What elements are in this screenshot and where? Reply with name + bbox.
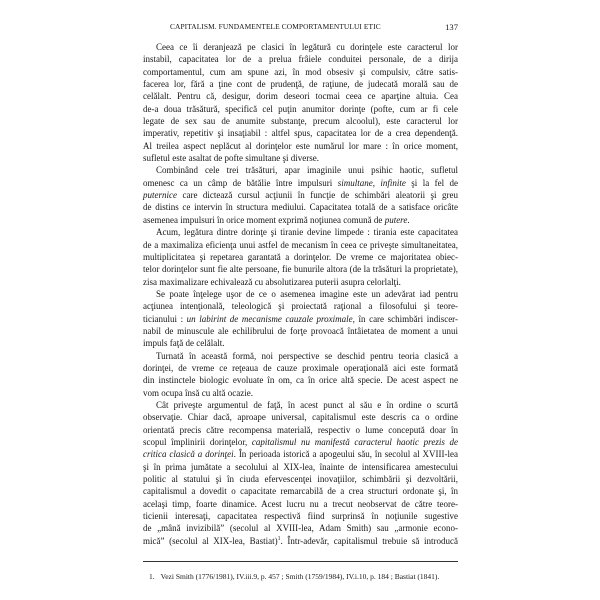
text-line-content (156, 350, 458, 362)
text-line (143, 103, 458, 115)
text-run: Cât priveşte argumentul de faţă, în acest punct al său e în ordine o scurtă (156, 399, 458, 410)
text-line (143, 189, 458, 201)
emphasized-text: puternice (143, 190, 177, 201)
text-line (143, 399, 458, 411)
text-line-content (143, 189, 458, 201)
paragraph (143, 41, 458, 164)
text-run: . În perioada istorică a apogeului său, în secolul al XVIII-lea (233, 449, 459, 460)
text-line (143, 522, 458, 534)
text-line (143, 177, 458, 189)
text-line-content (143, 535, 458, 547)
paragraph (143, 399, 458, 547)
footnote-reference: 1 (277, 536, 281, 543)
text-line-content (143, 140, 458, 152)
text-line (143, 251, 458, 263)
text-line-content (143, 448, 458, 460)
text-line (143, 78, 458, 90)
text-line (143, 387, 458, 399)
text-run: Ceea ce îi deranjează pe clasici în legătură cu dorinţele este caracterul lor (156, 42, 458, 52)
text-line-content (143, 53, 458, 65)
text-run: . Într-adevăr, capitalismul trebuie să introducă (280, 535, 458, 546)
text-run: Combinând cele trei trăsături, apar imaginile unui psihic haotic, sufletul (156, 165, 458, 176)
text-run: , în care schimbări indiscer- (352, 313, 459, 324)
text-line-content (143, 510, 458, 522)
footnote-number: 1. (149, 572, 155, 581)
text-line-content (143, 436, 458, 448)
text-line-content (143, 103, 458, 115)
emphasized-text: putere (384, 214, 408, 225)
text-run: care dictează cursul acţiunii în funcţie de schimbări aleatorii şi greu (177, 190, 458, 201)
text-run: . (407, 214, 410, 225)
text-run: impuls faţă de celălalt. (143, 338, 225, 349)
text-line-content (143, 214, 410, 226)
text-line-content (143, 498, 458, 510)
footnote (149, 571, 439, 582)
text-run: de-a doua trăsătură, specifică cel puţin anumitor dorinţe (pofte, cum ar fi cele (143, 103, 458, 114)
text-run: ticienii interesaţi, capacitatea respectivă fiind surprinsă în noţiunile sugestive (143, 511, 458, 522)
text-line (143, 90, 458, 102)
text-run: zisa maximalizare echivalează cu absolutizarea puterii asupra celorlalţi. (143, 276, 401, 287)
text-line (143, 115, 458, 127)
text-line (143, 535, 458, 547)
text-run: , (372, 177, 381, 188)
text-run: şi în prima jumătate a secolului al XIX-lea, înainte de intensificarea amestecului (143, 461, 458, 472)
text-line-content (143, 411, 458, 423)
emphasized-text: infinite (380, 177, 406, 188)
text-run: orientată precis către recompensa materială, respectiv o lume concepută doar în (143, 424, 458, 435)
text-line (143, 140, 458, 152)
body-text (143, 41, 458, 547)
text-line-content (143, 115, 458, 127)
text-line (143, 510, 458, 522)
text-run: Turnată în această formă, noi perspective se deschid pentru teoria clasică a (156, 350, 458, 361)
text-line-content (143, 374, 458, 386)
text-line-content (156, 164, 458, 176)
text-line-content (143, 152, 319, 164)
text-line-content (143, 362, 458, 374)
text-line-content (143, 424, 458, 436)
text-run: acţiunea intenţională, teleologică şi proiectată raţional a filosofului şi teore- (143, 301, 458, 312)
paragraph (143, 350, 458, 399)
text-line-content (143, 127, 458, 139)
page-number: 137 (445, 22, 458, 32)
text-line (143, 66, 458, 78)
text-run: acelaşi timp, foarte dinamice. Acest lucru nu a trecut neobservat de către teore- (143, 498, 458, 509)
text-line (143, 362, 458, 374)
text-run: ticianului : (143, 313, 187, 324)
text-line-content (143, 66, 458, 78)
emphasized-text: capitalismul nu manifestă caracterul haotic prezis de (251, 437, 458, 447)
text-line (143, 41, 458, 53)
text-line-content (143, 90, 458, 102)
paragraph (143, 226, 458, 288)
emphasized-text: un labirint de mecanisme cauzale proximale (186, 313, 353, 324)
text-line (143, 350, 458, 362)
text-run: omenesc ca un câmp de bătălie între impulsuri (143, 177, 338, 188)
text-run: de „mână invizibilă” (secolul al XVIII-lea, Adam Smith) sau „armonie econo- (143, 523, 458, 534)
text-line-content (143, 473, 458, 485)
text-line-content (156, 41, 458, 53)
text-line-content (143, 522, 458, 534)
text-line-content (143, 300, 458, 312)
text-line (143, 498, 458, 510)
text-line-content (143, 337, 224, 349)
text-line (143, 411, 458, 423)
text-line-content (143, 251, 458, 263)
text-line (143, 276, 458, 288)
text-run: de distins ce intervin în structura mediului. Capacitatea totală de a satisface oricâte (143, 202, 458, 213)
text-line (143, 288, 458, 300)
text-line (143, 473, 458, 485)
text-line-content (143, 177, 458, 189)
text-run: din instinctele biologic evoluate în om, ca în orice altă specie. De acest aspect ne (143, 375, 458, 386)
emphasized-text: critica clasică a dorinţei (143, 449, 234, 460)
text-line-content (143, 325, 458, 337)
text-run: comportamentul, cum am spune azi, în mod obsesiv şi compulsiv, către satis- (143, 66, 458, 77)
text-run: şi la fel de (405, 177, 458, 188)
paragraph (143, 164, 458, 226)
text-run: imperativ, repetitiv şi insaţiabil : altfel spus, capacitatea lor de a crea dependenţă. (143, 128, 458, 139)
text-line (143, 485, 458, 497)
text-line-content (143, 201, 458, 213)
text-line-content (156, 399, 458, 411)
text-line (143, 152, 458, 164)
text-run: observaţie. Chiar dacă, aproape universal, capitalismul este descris ca o ordine (143, 412, 458, 423)
text-run: politic al statului şi în ciuda efervescenţei inovaţiilor, schimbării şi dezvoltării, (143, 474, 458, 485)
text-line (143, 201, 458, 213)
text-run: instabil, capacitatea lor de a prelua frâiele conduitei personale, de a dirija (143, 54, 458, 65)
text-run: multiplicitatea şi repetarea garantată a dorinţelor. De vreme ce majoritatea obiec- (143, 251, 458, 262)
text-run: celălalt. Pentru că, desigur, dorim deseori tocmai ceea ce aparţine altuia. Cea (143, 91, 458, 102)
text-line (143, 164, 458, 176)
paragraph (143, 288, 458, 350)
text-line (143, 374, 458, 386)
text-line (143, 313, 458, 325)
text-line-content (143, 313, 458, 325)
emphasized-text: simultane (337, 177, 373, 188)
running-title: CAPITALISM. FUNDAMENTELE COMPORTAMENTULUI ETIC (170, 22, 381, 31)
text-line-content (143, 263, 458, 275)
text-line (143, 239, 458, 251)
text-line (143, 127, 458, 139)
text-run: vom ocupa însă cu altă ocazie. (143, 387, 253, 398)
text-line (143, 263, 458, 275)
text-run: Se poate înţelege uşor de ce o asemenea imagine este un adevărat iad pentru (156, 288, 458, 299)
text-line-content (143, 461, 458, 473)
text-line-content (143, 485, 458, 497)
running-header (143, 21, 458, 33)
text-run: telor dorinţelor sunt fie alte persoane, fie bunurile altora (de la trăsături la proprietate), (143, 264, 458, 275)
text-line (143, 424, 458, 436)
text-line-content (143, 387, 253, 399)
text-line (143, 214, 458, 226)
text-line (143, 337, 458, 349)
text-run: asemenea impulsuri în orice moment exprimă noţiunea comună de (143, 214, 385, 225)
text-line-content (143, 276, 401, 288)
text-run: dorinţei, de vreme ce reţeaua de cauze proximale operaţională aici este formată (143, 362, 458, 373)
text-run: de a maximaliza eficienţa unui astfel de mecanism în ceea ce priveşte simultaneitatea, (143, 239, 458, 250)
text-line (143, 226, 458, 238)
text-line-content (156, 288, 458, 300)
text-line-content (143, 78, 458, 90)
text-run: scopul împlinirii dorinţelor, (143, 437, 252, 447)
text-run: Al treilea aspect neplăcut al dorinţelor este numărul lor mare : în orice moment, (143, 140, 458, 151)
text-run: nabil de minuscule ale echilibrului de forţe provoacă întâietatea de moment a unui (143, 325, 458, 336)
text-line-content (143, 239, 458, 251)
text-line-content (156, 226, 458, 238)
text-run: sufletul este asaltat de pofte simultane şi diverse. (143, 153, 319, 164)
text-line (143, 448, 458, 460)
text-line (143, 53, 458, 65)
text-line (143, 436, 458, 448)
footnote-text: Vezi Smith (1776/1981), IV.iii.9, p. 457 ; Smith (1759/1984), IV.i.10, p. 184 ; Bastiat (1841). (160, 572, 440, 581)
text-run: legate de sex sau de anumite substanţe, precum alcoolul), este caracterul lor (143, 116, 458, 127)
text-line (143, 300, 458, 312)
text-run: capitalismul a dovedit o capacitate remarcabilă de a crea structuri ordonate şi, în (143, 486, 458, 497)
text-run: Acum, legătura dintre dorinţe şi tiranie devine limpede : tirania este capacitatea (156, 227, 458, 238)
text-line (143, 461, 458, 473)
text-run: facerea lor, fără a ţine cont de prudenţă, de raţiune, de judecată morală sau de (143, 79, 458, 90)
text-line (143, 325, 458, 337)
text-run: mică” (secolul al XIX-lea, Bastiat) (143, 535, 278, 546)
footnote-rule (143, 561, 458, 562)
